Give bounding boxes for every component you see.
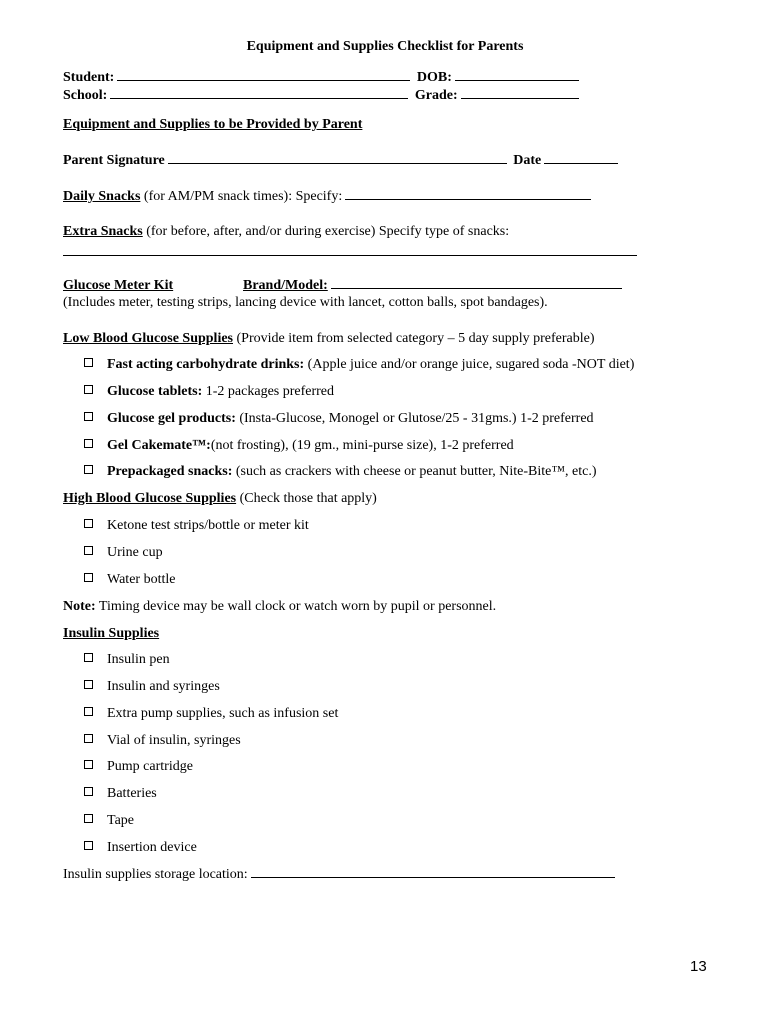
item-text: (Apple juice and/or orange juice, sugared soda -NOT diet): [307, 357, 635, 372]
student-field[interactable]: [117, 68, 410, 81]
high-glucose-row: [63, 490, 377, 508]
low-glucose-text: (Provide item from selected category – 5 day supply preferable): [236, 331, 595, 346]
item-text: Tape: [107, 813, 135, 828]
checklist-item[interactable]: [84, 705, 338, 723]
checklist-item[interactable]: [84, 571, 175, 589]
daily-snacks-field[interactable]: [345, 187, 591, 200]
school-field[interactable]: [110, 86, 408, 99]
note-row: [63, 598, 496, 616]
extra-snacks-label: Extra Snacks: [63, 224, 143, 239]
checkbox-icon[interactable]: [84, 358, 93, 367]
item-text: 1-2 packages preferred: [205, 384, 335, 399]
date-label: Date: [513, 153, 542, 168]
checklist-item[interactable]: [84, 651, 170, 669]
checklist-item[interactable]: [84, 758, 193, 776]
checklist-item[interactable]: [84, 544, 163, 562]
item-text: (not frosting), (19 gm., mini-purse size), 1-2 preferred: [210, 438, 514, 453]
checkbox-icon[interactable]: [84, 412, 93, 421]
signature-row: [63, 151, 621, 170]
item-text: Urine cup: [107, 545, 163, 560]
item-text: Insulin and syringes: [107, 679, 220, 694]
high-glucose-heading: High Blood Glucose Supplies: [63, 491, 237, 506]
low-glucose-row: [63, 330, 595, 348]
checklist-item[interactable]: [84, 410, 594, 428]
checkbox-icon[interactable]: [84, 680, 93, 689]
checklist-item[interactable]: [84, 383, 334, 401]
grade-field[interactable]: [461, 86, 579, 99]
item-label: Glucose tablets:: [107, 384, 203, 399]
school-row: [63, 86, 582, 105]
item-text: Extra pump supplies, such as infusion set: [107, 706, 339, 721]
checkbox-icon[interactable]: [84, 734, 93, 743]
item-label: Prepackaged snacks:: [107, 464, 233, 479]
checkbox-icon[interactable]: [84, 760, 93, 769]
dob-field[interactable]: [455, 68, 579, 81]
signature-label: Parent Signature: [63, 153, 165, 168]
checklist-item[interactable]: [84, 678, 220, 696]
item-text: Insulin pen: [107, 652, 170, 667]
storage-row: [63, 865, 618, 884]
page-title: Equipment and Supplies Checklist for Parents: [246, 39, 524, 54]
daily-snacks-text: (for AM/PM snack times): Specify:: [143, 189, 343, 204]
grade-label: Grade:: [414, 88, 458, 103]
checkbox-icon[interactable]: [84, 573, 93, 582]
storage-field[interactable]: [251, 865, 615, 878]
daily-snacks-label: Daily Snacks: [63, 189, 141, 204]
item-label: Gel Cakemate™:: [107, 438, 211, 453]
checklist-item[interactable]: [84, 839, 197, 857]
extra-snacks-field[interactable]: [63, 255, 637, 256]
item-text: Ketone test strips/bottle or meter kit: [107, 518, 309, 533]
checkbox-icon[interactable]: [84, 546, 93, 555]
signature-field[interactable]: [168, 151, 507, 164]
checkbox-icon[interactable]: [84, 519, 93, 528]
checkbox-icon[interactable]: [84, 465, 93, 474]
checklist-item[interactable]: [84, 812, 134, 830]
item-text: Water bottle: [107, 572, 176, 587]
low-glucose-heading: Low Blood Glucose Supplies: [63, 331, 233, 346]
item-text: (such as crackers with cheese or peanut butter, Nite-Bite™, etc.): [235, 464, 597, 479]
checkbox-icon[interactable]: [84, 439, 93, 448]
item-text: (Insta-Glucose, Monogel or Glutose/25 - 31gms.) 1-2 preferred: [239, 411, 594, 426]
checkbox-icon[interactable]: [84, 707, 93, 716]
note-label: Note:: [63, 599, 96, 614]
item-label: Glucose gel products:: [107, 411, 236, 426]
student-row: [63, 68, 582, 87]
date-field[interactable]: [544, 151, 618, 164]
item-text: Vial of insulin, syringes: [107, 733, 241, 748]
storage-label: Insulin supplies storage location:: [63, 867, 248, 882]
meter-kit-note: (Includes meter, testing strips, lancing device with lancet, cotton balls, spot bandages).: [63, 295, 548, 310]
dob-label: DOB:: [416, 70, 452, 85]
checklist-item[interactable]: [84, 437, 514, 455]
extra-snacks-row: [63, 223, 509, 241]
student-label: Student:: [63, 70, 115, 85]
daily-snacks-row: [63, 187, 594, 206]
note-text: Timing device may be wall clock or watch worn by pupil or personnel.: [98, 599, 497, 614]
item-text: Pump cartridge: [107, 759, 193, 774]
checkbox-icon[interactable]: [84, 653, 93, 662]
meter-kit-label: Glucose Meter Kit: [63, 278, 174, 293]
checklist-item[interactable]: [84, 732, 241, 750]
checklist-item[interactable]: [84, 356, 634, 374]
meter-kit-row: [63, 276, 625, 295]
checkbox-icon[interactable]: [84, 841, 93, 850]
checkbox-icon[interactable]: [84, 385, 93, 394]
school-label: School:: [63, 88, 108, 103]
checkbox-icon[interactable]: [84, 787, 93, 796]
checklist-item[interactable]: [84, 517, 309, 535]
high-glucose-text: (Check those that apply): [239, 491, 377, 506]
brand-model-label: Brand/Model:: [243, 278, 328, 293]
extra-snacks-text: (for before, after, and/or during exercise) Specify type of snacks:: [146, 224, 510, 239]
page-number: 13: [690, 958, 707, 975]
checklist-item[interactable]: [84, 463, 597, 481]
brand-model-field[interactable]: [331, 276, 622, 289]
checkbox-icon[interactable]: [84, 814, 93, 823]
section-heading-provided: Equipment and Supplies to be Provided by Parent: [63, 117, 363, 132]
item-text: Batteries: [107, 786, 157, 801]
item-text: Insertion device: [107, 840, 197, 855]
checklist-item[interactable]: [84, 785, 157, 803]
item-label: Fast acting carbohydrate drinks:: [107, 357, 305, 372]
insulin-heading: Insulin Supplies: [63, 626, 160, 641]
